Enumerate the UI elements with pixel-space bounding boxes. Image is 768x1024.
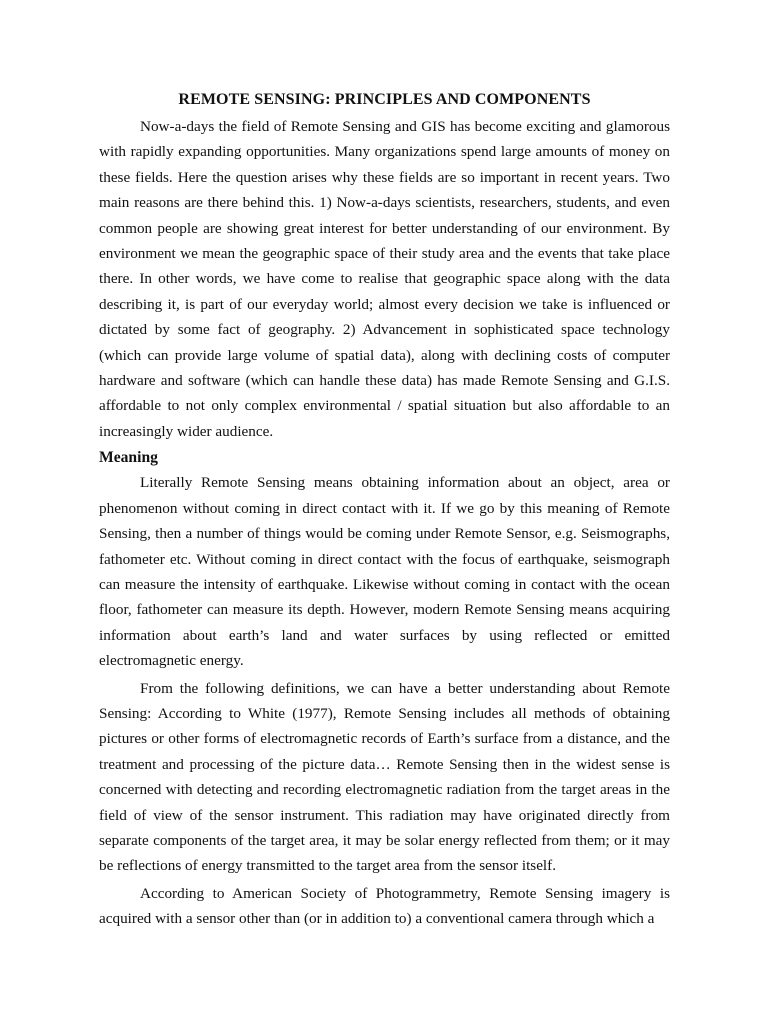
- meaning-paragraph-1: Literally Remote Sensing means obtaining information about an object, area or phenomenon without coming in direct contact with it. If we go by this meaning of Remote Sensing, then a number of things would be coming under Remote Sensor, e.g. Seismographs, fathometer etc. Without coming in direct contact with the focus of earthquake, seismograph can measure the intensity of earthquake. Likewise without coming in contact with the ocean floor, fathometer can measure its depth. However, modern Remote Sensing means acquiring information about earth’s land and water surfaces by using reflected or emitted electromagnetic energy.: [99, 474, 670, 670]
- section-heading-meaning: Meaning: [99, 449, 158, 467]
- meaning-paragraph-3: According to American Society of Photogrammetry, Remote Sensing imagery is acquired with a sensor other than (or in addition to) a conventional camera through which a: [99, 884, 670, 928]
- meaning-paragraph-2: From the following definitions, we can have a better understanding about Remote Sensing: According to White (1977), Remote Sensing includes all methods of obtaining pictures or other forms of electromagnetic records of Earth’s surface from a distance, and the treatment and processing of the picture data… Remote Sensing then in the widest sense is concerned with detecting and recording electromagnetic radiation from the target areas in the field of view of the sensor instrument. This radiation may have originated directly from separate components of the target area, it may be solar energy reflected from them; or it may be reflections of energy transmitted to the target area from the sensor itself.: [99, 679, 670, 875]
- intro-paragraph: Now-a-days the field of Remote Sensing and GIS has become exciting and glamorous with rapidly expanding opportunities. Many organizations spend large amounts of money on these fields. Here the question arises why these fields are so important in recent years. Two main reasons are there behind this. 1) Now-a-days scientists, researchers, students, and even common people are showing great interest for better understanding of our environment. By environment we mean the geographic space of their study area and the events that take place there. In other words, we have come to realise that geographic space along with the data describing it, is part of our everyday world; almost every decision we take is influenced or dictated by some fact of geography. 2) Advancement in sophisticated space technology (which can provide large volume of spatial data), along with declining costs of computer hardware and software (which can handle these data) has made Remote Sensing and G.I.S. affordable to not only complex environmental / spatial situation but also affordable to an increasingly wider audience.: [99, 118, 670, 440]
- document-body: [99, 88, 670, 932]
- document-title: REMOTE SENSING: PRINCIPLES AND COMPONENTS: [178, 91, 591, 108]
